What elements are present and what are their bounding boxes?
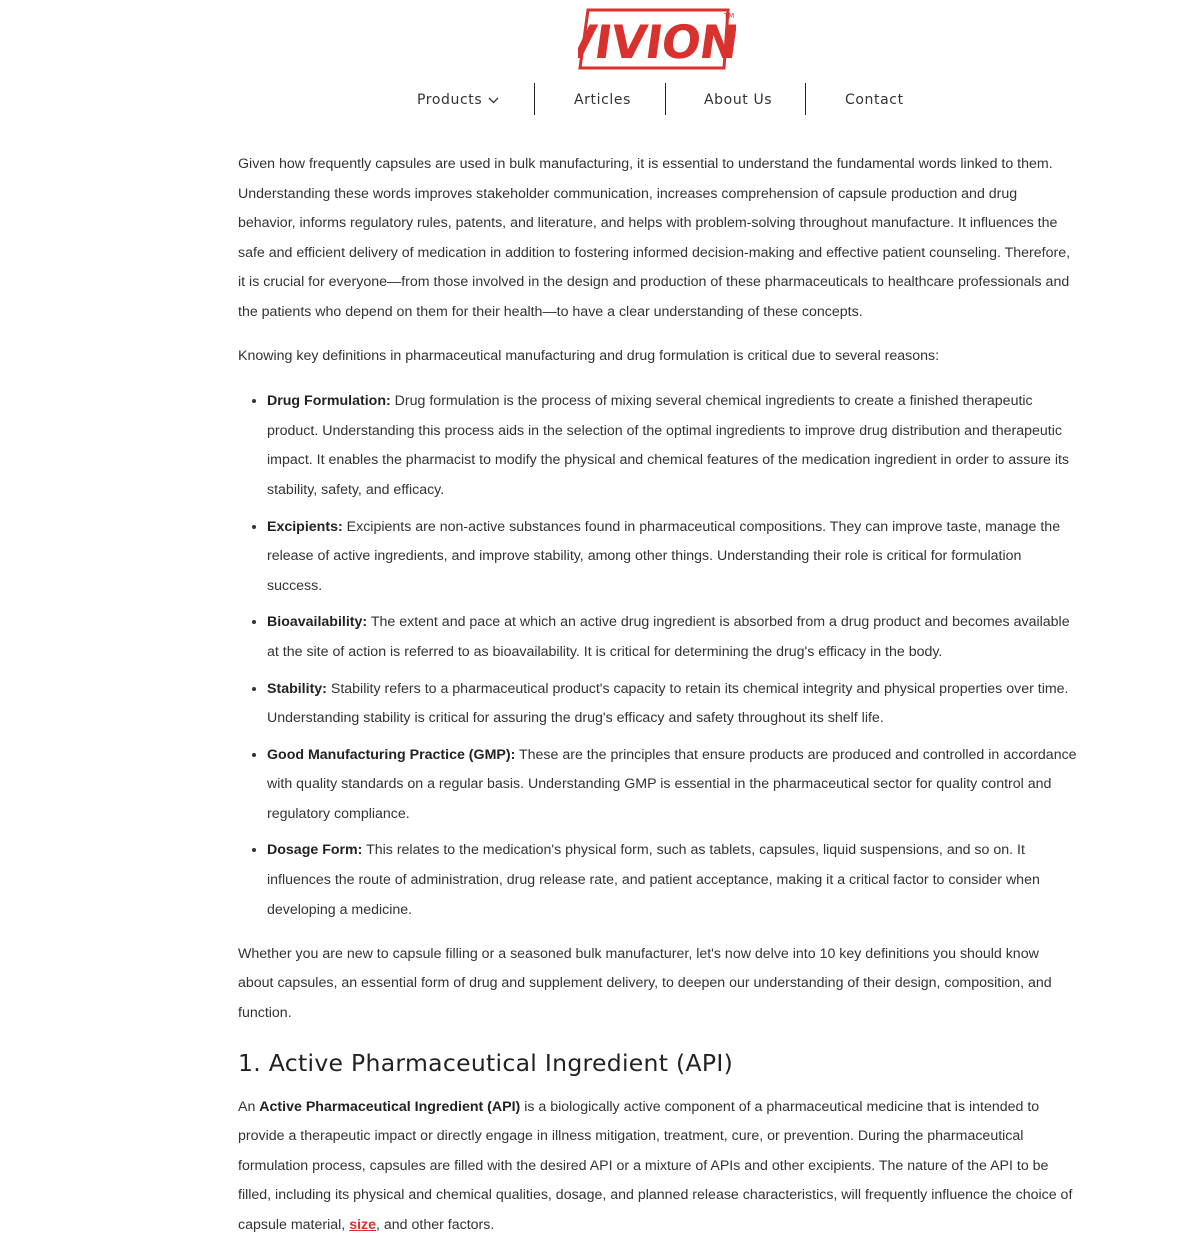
nav-divider bbox=[534, 83, 535, 115]
chevron-down-icon bbox=[488, 95, 499, 106]
api-term: Active Pharmaceutical Ingredient (API) bbox=[259, 1098, 521, 1115]
logo-icon bbox=[578, 6, 736, 72]
list-item-text: Stability refers to a pharmaceutical product's capacity to retain its chemical integrity and physical properties over time. Understanding stability is critical for assuring the drug's efficacy and safety throughout its shelf life. bbox=[267, 680, 1069, 727]
reasons-intro: Knowing key definitions in pharmaceutical manufacturing and drug formulation is critical due to several reasons: bbox=[238, 348, 940, 365]
list-item-text: This relates to the medication's physical form, such as tablets, capsules, liquid suspensions, and so on. It influences the route of administration, drug release rate, and patient acceptance, making it a critical factor to consider when developing a medicine. bbox=[267, 842, 1040, 918]
brand-logo[interactable] bbox=[578, 6, 736, 72]
size-link[interactable]: size bbox=[349, 1216, 377, 1233]
list-item bbox=[267, 740, 1078, 830]
list-item-text: These are the principles that ensure products are produced and controlled in accordance with quality standards on a regular basis. Understanding GMP is essential in the pharmaceutical sector for quality control and regulatory compliance. bbox=[267, 746, 1077, 822]
article-body bbox=[238, 150, 1078, 1255]
list-item-text: Drug formulation is the process of mixing several chemical ingredients to create a finished therapeutic product. Understanding this process aids in the selection of the optimal ingredients to improve drug distribution and therapeutic impact. It enables the pharmacist to modify the physical and chemical features of the medication ingredient in order to assure its stability, safety, and efficacy. bbox=[267, 393, 1070, 498]
list-item-term: Dosage Form: bbox=[267, 842, 363, 859]
nav-products-label: Products bbox=[417, 92, 483, 108]
api-text-mid: is a biologically active component of a pharmaceutical medicine that is intended to provide a therapeutic impact or directly engage in illness mitigation, treatment, cure, or prevention. During the pharmaceutical formulation process, capsules are filled with the desired API or a mixture of APIs and other excipients. The nature of the API to be filled, including its physical and chemical qualities, dosage, and planned release characteristics, will frequently influence the choice of capsule material, bbox=[238, 1098, 1073, 1233]
logo-text: VIVION bbox=[578, 15, 736, 69]
api-paragraph bbox=[238, 1093, 1078, 1241]
list-item-term: Bioavailability: bbox=[267, 614, 368, 631]
nav-contact[interactable]: Contact bbox=[845, 92, 904, 108]
list-item bbox=[267, 512, 1078, 602]
list-item bbox=[267, 674, 1078, 734]
list-item-text: Excipients are non-active substances found in pharmaceutical compositions. They can improve taste, manage the release of active ingredients, and improve stability, among other things. Understanding their role is critical for formulation success. bbox=[267, 518, 1061, 594]
list-item bbox=[267, 386, 1078, 505]
logo-trademark: TM bbox=[724, 12, 735, 20]
list-item-text: The extent and pace at which an active drug ingredient is absorbed from a drug product and becomes available at the site of action is referred to as bioavailability. It is critical for determining the drug's efficacy in the body. bbox=[267, 614, 1070, 660]
list-item-term: Drug Formulation: bbox=[267, 393, 391, 410]
outro-paragraph: Whether you are new to capsule filling or a seasoned bulk manufacturer, let's now delve into 10 key definitions you should know about capsules, an essential form of drug and supplement delivery, to deepen our understanding of their design, composition, and function. bbox=[238, 945, 1052, 1021]
nav-products[interactable] bbox=[417, 92, 499, 108]
list-item bbox=[267, 607, 1078, 667]
list-item-term: Stability: bbox=[267, 680, 327, 697]
api-text-post: , and other factors. bbox=[376, 1216, 495, 1233]
nav-divider bbox=[805, 83, 806, 115]
nav-about-us[interactable]: About Us bbox=[704, 92, 773, 108]
list-item-term: Good Manufacturing Practice (GMP): bbox=[267, 746, 516, 763]
section-heading-api: 1. Active Pharmaceutical Ingredient (API) bbox=[238, 1048, 734, 1077]
key-definitions-list bbox=[238, 386, 1078, 925]
api-text-pre: An bbox=[238, 1098, 260, 1115]
main-nav bbox=[380, 83, 940, 115]
nav-divider bbox=[665, 83, 666, 115]
intro-paragraph: Given how frequently capsules are used in bulk manufacturing, it is essential to understand the fundamental words linked to them. Understanding these words improves stakeholder communication, increases comprehension of capsule production and drug behavior, informs regulatory rules, patents, and literature, and helps with problem-solving throughout manufacture. It influences the safe and efficient delivery of medication in addition to fostering informed decision-making and effective patient counseling. Therefore, it is crucial for everyone—from those involved in the design and production of these pharmaceuticals to healthcare professionals and the patients who depend on them for their health—to have a clear understanding of these concepts. bbox=[238, 156, 1071, 320]
list-item-term: Excipients: bbox=[267, 518, 343, 535]
nav-articles[interactable]: Articles bbox=[574, 92, 632, 108]
list-item bbox=[267, 835, 1078, 925]
